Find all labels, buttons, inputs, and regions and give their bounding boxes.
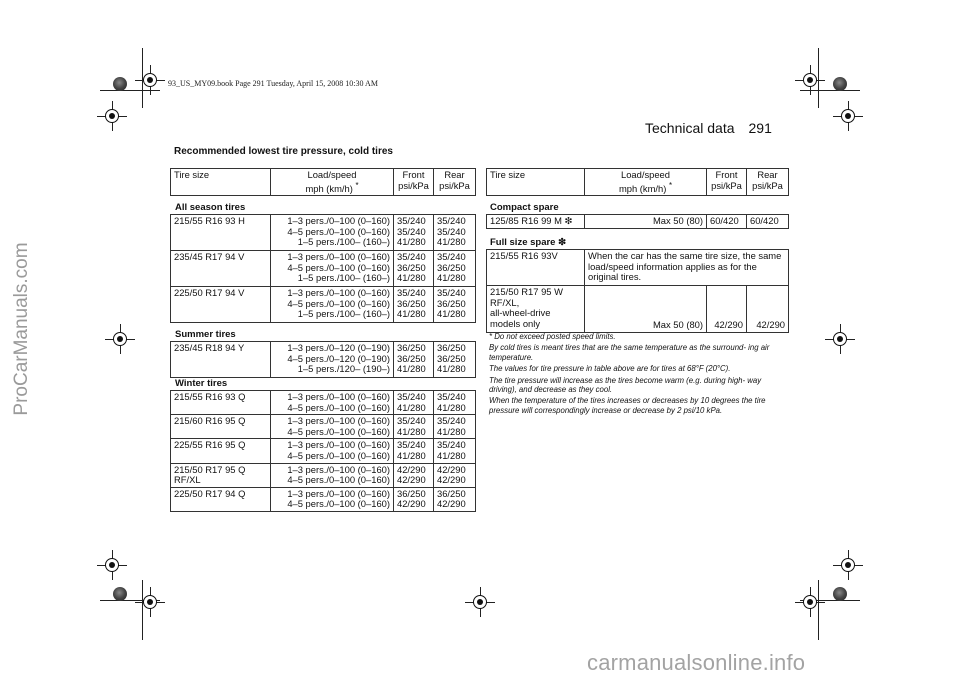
page-header: [645, 120, 772, 136]
tire-size-cell: 215/60 R16 95 Q: [171, 415, 271, 439]
table-row: [171, 439, 476, 463]
footnote: When the temperature of the tires increases or decreases by 10 degrees the tire pressure will correspondingly increase or decrease by 2 psi/10 kPa.: [489, 396, 766, 415]
group-label-full-size: Full size spare ❇: [490, 237, 567, 248]
rear-cell: 42/290: [747, 286, 789, 333]
load-cell: Max 50 (80): [585, 286, 707, 333]
winter-table: [170, 390, 476, 512]
registration-mark-icon: [795, 65, 825, 95]
rear-cell: 35/240 41/280: [434, 391, 476, 415]
tire-size-cell: 215/50 R17 95 Q RF/XL: [171, 463, 271, 487]
footnote: * Do not exceed posted speed limits.: [489, 332, 616, 341]
all-season-table: [170, 214, 476, 323]
registration-mark-icon: [795, 587, 825, 617]
registration-mark-icon: [135, 587, 165, 617]
rear-cell: 36/250 36/250 41/280: [434, 342, 476, 378]
front-cell: 60/420: [707, 215, 747, 229]
registration-mark-icon: [135, 65, 165, 95]
printer-ball-icon: [833, 587, 847, 601]
registration-mark-icon: [833, 550, 863, 580]
tire-size-cell: 235/45 R18 94 Y: [171, 342, 271, 378]
load-cell: 1–3 pers./0–100 (0–160) 4–5 pers./0–100 (0–160): [271, 463, 394, 487]
full-size-table: [486, 249, 789, 333]
col-load-speed: Load/speed mph (km/h) *: [585, 169, 707, 196]
footnote: The tire pressure will increase as the tires become warm (e.g. during high- way driving), and decrease as they cool.: [489, 375, 762, 395]
printer-ball-icon: [113, 77, 127, 91]
registration-mark-icon: [97, 101, 127, 131]
footnote: By cold tires is meant tires that are the same temperature as the surround- ing air temperature.: [489, 343, 770, 362]
group-label-winter: Winter tires: [175, 378, 228, 389]
footnote: The values for tire pressure in table above are for tires at 68°F (20°C).: [489, 364, 731, 374]
registration-mark-icon: [825, 324, 855, 354]
table-row: [171, 487, 476, 511]
load-cell: 1–3 pers./0–100 (0–160) 4–5 pers./0–100 (0–160): [271, 415, 394, 439]
table-row: [171, 251, 476, 287]
load-cell: 1–3 pers./0–100 (0–160) 4–5 pers./0–100 (0–160) 1–5 pers./100– (160–): [271, 251, 394, 287]
load-cell: 1–3 pers./0–100 (0–160) 4–5 pers./0–100 (0–160): [271, 391, 394, 415]
col-front: Front psi/kPa: [707, 169, 747, 196]
col-load-speed: Load/speed mph (km/h) *: [271, 169, 394, 196]
table-row: [171, 391, 476, 415]
col-tire-size: Tire size: [487, 169, 585, 196]
group-label-compact: Compact spare: [490, 202, 559, 213]
watermark-bottom: carmanualsonline.info: [587, 650, 806, 675]
col-rear: Rear psi/kPa: [434, 169, 476, 196]
rear-cell: 35/240 41/280: [434, 415, 476, 439]
page-title: Recommended lowest tire pressure, cold tires: [174, 146, 393, 157]
load-cell: 1–3 pers./0–100 (0–160) 4–5 pers./0–100 (0–160) 1–5 pers./100– (160–): [271, 215, 394, 251]
registration-mark-icon: [833, 101, 863, 131]
printer-ball-icon: [113, 587, 127, 601]
col-rear: Rear psi/kPa: [747, 169, 789, 196]
front-cell: 35/240 41/280: [394, 415, 434, 439]
watermark-left: ProCarManuals.com: [11, 242, 32, 416]
tire-size-cell: 225/50 R17 94 Q: [171, 487, 271, 511]
section-name: Technical data: [645, 120, 735, 136]
table-row: [487, 250, 789, 286]
printer-ball-icon: [833, 77, 847, 91]
tire-size-cell: 225/50 R17 94 V: [171, 287, 271, 323]
tire-size-cell: 215/55 R16 93 H: [171, 215, 271, 251]
table-row: [171, 215, 476, 251]
registration-mark-icon: [97, 550, 127, 580]
rear-cell: 35/240 36/250 41/280: [434, 251, 476, 287]
compact-table: [486, 214, 789, 229]
rear-cell: 35/240 41/280: [434, 439, 476, 463]
summer-table: [170, 341, 476, 378]
page-number: 291: [748, 120, 772, 136]
load-cell: 1–3 pers./0–120 (0–190) 4–5 pers./0–120 (0–190) 1–5 pers./120– (190–): [271, 342, 394, 378]
info-cell: When the car has the same tire size, the same load/speed information applies as for the original tires.: [585, 250, 789, 286]
registration-mark-icon: [465, 587, 495, 617]
table-row: [487, 215, 789, 229]
front-cell: 35/240 35/240 41/280: [394, 215, 434, 251]
col-front: Front psi/kPa: [394, 169, 434, 196]
registration-mark-icon: [105, 324, 135, 354]
print-header: 93_US_MY09.book Page 291 Tuesday, April 15, 2008 10:30 AM: [168, 79, 378, 88]
rear-cell: 36/250 42/290: [434, 487, 476, 511]
table-row: [171, 415, 476, 439]
tire-size-cell: 215/50 R17 95 W RF/XL, all-wheel-drive models only: [487, 286, 585, 333]
tire-size-cell: 215/55 R16 93V: [487, 250, 585, 286]
group-label-all-season: All season tires: [175, 202, 246, 213]
front-cell: 35/240 36/250 41/280: [394, 287, 434, 323]
tire-size-cell: 235/45 R17 94 V: [171, 251, 271, 287]
tire-size-cell: 215/55 R16 93 Q: [171, 391, 271, 415]
right-header-table: [486, 168, 789, 196]
table-row: [171, 342, 476, 378]
rear-cell: 42/290 42/290: [434, 463, 476, 487]
group-label-summer: Summer tires: [175, 329, 236, 340]
front-cell: 42/290: [707, 286, 747, 333]
front-cell: 36/250 36/250 41/280: [394, 342, 434, 378]
rear-cell: 35/240 35/240 41/280: [434, 215, 476, 251]
front-cell: 35/240 36/250 41/280: [394, 251, 434, 287]
front-cell: 35/240 41/280: [394, 439, 434, 463]
front-cell: 36/250 42/290: [394, 487, 434, 511]
table-row: [171, 463, 476, 487]
load-cell: 1–3 pers./0–100 (0–160) 4–5 pers./0–100 (0–160): [271, 487, 394, 511]
left-header-table: [170, 168, 476, 196]
col-tire-size: Tire size: [171, 169, 271, 196]
load-cell: Max 50 (80): [585, 215, 707, 229]
load-cell: 1–3 pers./0–100 (0–160) 4–5 pers./0–100 (0–160): [271, 439, 394, 463]
table-row: [171, 287, 476, 323]
table-row: [487, 286, 789, 333]
front-cell: 35/240 41/280: [394, 391, 434, 415]
front-cell: 42/290 42/290: [394, 463, 434, 487]
rear-cell: 60/420: [747, 215, 789, 229]
load-cell: 1–3 pers./0–100 (0–160) 4–5 pers./0–100 (0–160) 1–5 pers./100– (160–): [271, 287, 394, 323]
rear-cell: 35/240 36/250 41/280: [434, 287, 476, 323]
tire-size-cell: 125/85 R16 99 M ❇: [487, 215, 585, 229]
footnotes: [489, 332, 789, 417]
tire-size-cell: 225/55 R16 95 Q: [171, 439, 271, 463]
